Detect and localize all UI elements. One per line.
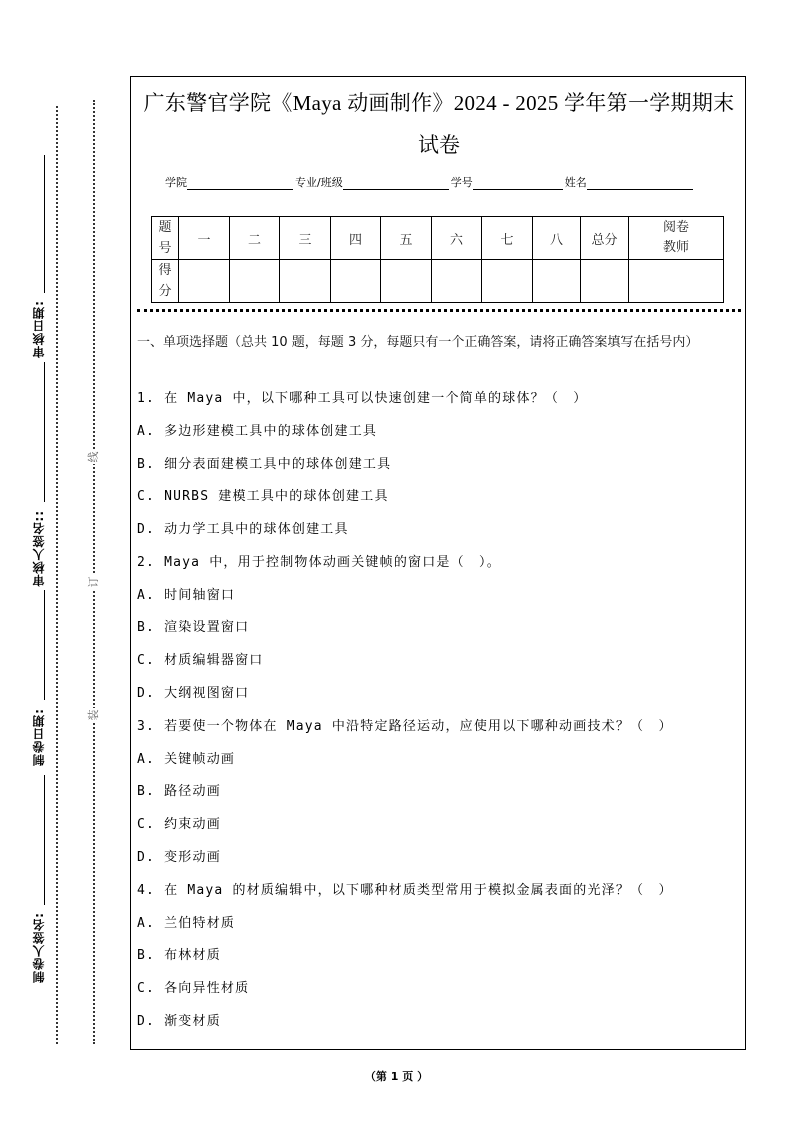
score-cell[interactable]	[230, 260, 280, 303]
option-3b[interactable]: B. 路径动画	[137, 784, 221, 799]
score-table-score-row	[152, 260, 724, 303]
question-4: 4. 在 Maya 的材质编辑中，以下哪种材质类型常用于模拟金属表面的光泽？（ ）	[137, 883, 673, 898]
prepare-date-label: 制卷日期:	[32, 708, 46, 766]
signature-line	[44, 362, 45, 502]
column-header: 六	[432, 217, 482, 260]
option-3d[interactable]: D. 变形动画	[137, 850, 221, 865]
option-2a[interactable]: A. 时间轴窗口	[137, 588, 236, 603]
column-header: 四	[331, 217, 381, 260]
question-3: 3. 若要使一个物体在 Maya 中沿特定路径运动，应使用以下哪种动画技术？（ ）	[137, 719, 673, 734]
option-4b[interactable]: B. 布林材质	[137, 948, 221, 963]
student-info-row	[165, 174, 695, 190]
question-2: 2. Maya 中，用于控制物体动画关键帧的窗口是（ ）。	[137, 555, 501, 570]
binding-dotted-line-outer	[56, 106, 58, 1044]
score-cell[interactable]	[179, 260, 230, 303]
info-label-name: 姓名	[564, 176, 587, 189]
score-cell[interactable]	[331, 260, 381, 303]
score-cell-total[interactable]	[581, 260, 629, 303]
reviewer-signature-cell[interactable]	[629, 260, 724, 303]
column-header: 五	[381, 217, 432, 260]
column-header: 七	[482, 217, 533, 260]
reviewer-header: 阅卷 教师	[629, 217, 724, 260]
info-label-major-class: 专业/班级	[295, 176, 343, 189]
binding-dotted-line-inner	[93, 100, 95, 1044]
option-1d[interactable]: D. 动力学工具中的球体创建工具	[137, 522, 349, 537]
dotted-separator	[137, 309, 741, 312]
option-4a[interactable]: A. 兰伯特材质	[137, 916, 236, 931]
question-number-header: 题 号	[152, 217, 179, 260]
option-2d[interactable]: D. 大纲视图窗口	[137, 686, 250, 701]
binding-char-zhuang: 装	[87, 709, 100, 721]
section-heading: 一、单项选择题（总共 10 题，每题 3 分，每题只有一个正确答案，请将正确答案填写在括号内）	[137, 335, 699, 350]
column-header: 三	[280, 217, 331, 260]
column-header: 一	[179, 217, 230, 260]
score-table	[151, 216, 724, 303]
binding-char-xian: 线	[87, 451, 100, 463]
review-date-label: 审核日期:	[32, 300, 46, 358]
exam-title: 广东警官学院《Maya 动画制作》2024 - 2025 学年第一学期期末	[143, 91, 735, 115]
option-3c[interactable]: C. 约束动画	[137, 817, 221, 832]
option-1b[interactable]: B. 细分表面建模工具中的球体创建工具	[137, 457, 392, 472]
major-class-field[interactable]	[343, 177, 449, 190]
signature-line	[44, 775, 45, 905]
score-cell[interactable]	[482, 260, 533, 303]
option-3a[interactable]: A. 关键帧动画	[137, 752, 236, 767]
exam-title-continued: 试卷	[418, 133, 460, 157]
student-id-field[interactable]	[473, 177, 563, 190]
score-cell[interactable]	[533, 260, 581, 303]
score-cell[interactable]	[381, 260, 432, 303]
option-4d[interactable]: D. 渐变材质	[137, 1014, 221, 1029]
option-1a[interactable]: A. 多边形建模工具中的球体创建工具	[137, 424, 378, 439]
signature-line	[44, 155, 45, 293]
reviewer-signature-label: 审核人签名::	[32, 510, 46, 587]
score-cell[interactable]	[432, 260, 482, 303]
exam-paper	[130, 76, 746, 1050]
score-cell[interactable]	[280, 260, 331, 303]
column-header: 二	[230, 217, 280, 260]
info-label-student-id: 学号	[450, 176, 473, 189]
name-field[interactable]	[587, 177, 693, 190]
preparer-signature-label: 制卷人签名:	[32, 912, 46, 983]
score-header: 得 分	[152, 260, 179, 303]
page-number: （第 1 页 ）	[364, 1070, 429, 1083]
option-2b[interactable]: B. 渲染设置窗口	[137, 620, 250, 635]
column-header: 八	[533, 217, 581, 260]
signature-line	[44, 590, 45, 700]
option-1c[interactable]: C. NURBS 建模工具中的球体创建工具	[137, 489, 389, 504]
question-1: 1. 在 Maya 中，以下哪种工具可以快速创建一个简单的球体？（ ）	[137, 391, 588, 406]
option-2c[interactable]: C. 材质编辑器窗口	[137, 653, 264, 668]
column-header-total: 总分	[581, 217, 629, 260]
binding-char-ding: 订	[87, 576, 100, 588]
option-4c[interactable]: C. 各向异性材质	[137, 981, 250, 996]
score-table-header-row	[152, 217, 724, 260]
college-field[interactable]	[187, 177, 293, 190]
info-label-college: 学院	[165, 176, 187, 189]
